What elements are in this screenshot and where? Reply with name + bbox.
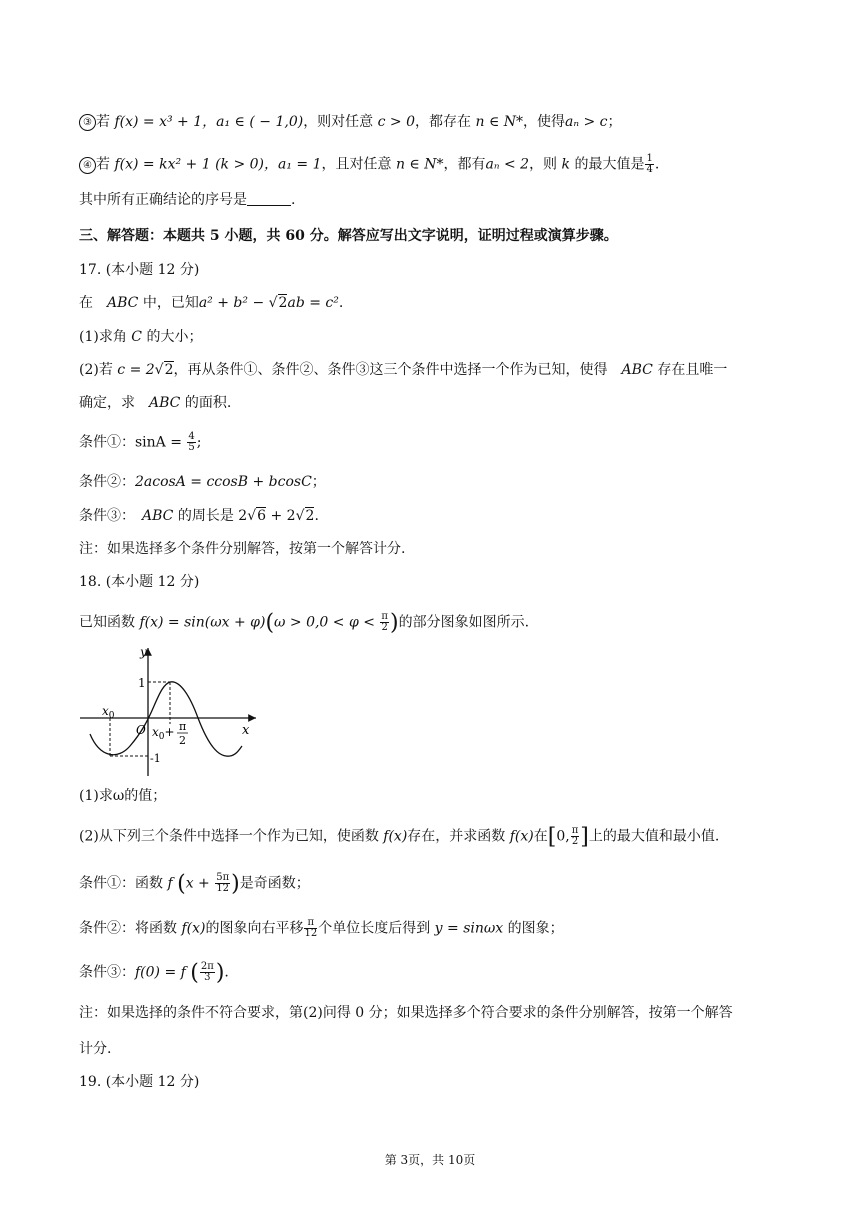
- fraction-2pi-over-3: $\frac{2\pi}{3}$: [200, 961, 214, 983]
- statement-3: ③ 若 f(x) = x³ + 1，a₁ ∈ ( − 1,0)，则对任意 c > 0，都存在 n ∈ N*，使得aₙ > c；: [79, 112, 622, 132]
- q18-stem: 已知函数 f(x) = sin(ωx + φ)(ω > 0,0 < φ < $\frac{\pi}{2}$ )的部分图象如图所示.: [79, 610, 530, 636]
- q18-heading: 18. (本小题 12 分): [79, 574, 200, 590]
- q17-note: 注：如果选择多个条件分别解答，按第一个解答计分.: [79, 541, 406, 557]
- tick-label-1: 1: [138, 676, 146, 690]
- q19-heading: 19. (本小题 12 分): [79, 1074, 200, 1090]
- q17-part1: (1)求角 C 的大小；: [79, 329, 203, 345]
- statement-4: ④ 若 f(x) = kx² + 1 (k > 0)，a₁ = 1，且对任意 n ∈ N*，都有aₙ < 2，则 k 的最大值是 $\frac{1}{4}$ .: [79, 154, 659, 175]
- x0-label: $x_0$: [102, 704, 115, 721]
- q17-part2: (2)若 c = 2√2，再从条件①、条件②、条件③这三个条件中选择一个作为已知，使得 ABC 存在且唯一: [79, 362, 728, 378]
- q18-condition-1: 条件①：函数 f (x + $\frac{5\pi}{12}$ )是奇函数；: [79, 871, 310, 897]
- section-3-heading: 三、解答题：本题共 5 小题，共 60 分。解答应写出文字说明，证明过程或演算步骤。: [79, 228, 618, 244]
- sine-graph: [76, 640, 266, 780]
- fraction-one-quarter: $\frac{1}{4}$: [646, 153, 653, 175]
- fraction-5pi-over-12: $\frac{5\pi}{12}$: [216, 872, 230, 894]
- answer-blank: [247, 191, 291, 206]
- q16-question: 其中所有正确结论的序号是 .: [79, 192, 296, 208]
- page-footer: 第 3页，共 10页: [384, 1153, 476, 1167]
- y-axis-label: y: [140, 645, 147, 659]
- tick-label-neg1: -1: [150, 752, 161, 765]
- q18-part1: (1)求ω的值；: [79, 788, 167, 804]
- fraction-pi-over-12: $\frac{\pi}{12}$: [304, 917, 318, 939]
- q17-part2-cont: 确定，求 ABC 的面积.: [79, 395, 232, 411]
- shift-pi: π: [179, 720, 187, 733]
- x0-shift-label: $x_0+$: [152, 725, 175, 742]
- fraction-pi-over-2-interval: $\frac{\pi}{2}$: [571, 825, 579, 847]
- q17-condition-3: 条件③： ABC 的周长是 2√6 + 2√2.: [79, 508, 319, 524]
- q18-note-line2: 计分.: [79, 1041, 112, 1057]
- q18-condition-3: 条件③：f(0) = f ( $\frac{2\pi}{3}$ ).: [79, 960, 229, 986]
- q17-condition-2: 条件②：2acosA = ccosB + bcosC；: [79, 474, 326, 490]
- fraction-four-fifths: $\frac{4}{5}$: [188, 431, 195, 453]
- fraction-pi-over-2: $\frac{\pi}{2}$: [381, 611, 388, 633]
- shift-two: 2: [179, 734, 186, 747]
- circled-number-3: ③: [79, 114, 96, 131]
- q17-heading: 17. (本小题 12 分): [79, 262, 200, 278]
- q18-part2: (2)从下列三个条件中选择一个作为已知，使函数 f(x)存在，并求函数 f(x)在[0, $\frac{\pi}{2}$ ]上的最大值和最小值.: [79, 824, 720, 850]
- q18-condition-2: 条件②：将函数 f(x)的图象向右平移 $\frac{\pi}{12}$ 个单位长度后得到 y = sinωx 的图象；: [79, 917, 564, 939]
- q17-stem: 在 ABC 中，已知a² + b² − √2ab = c².: [79, 295, 344, 311]
- origin-label: O: [136, 723, 146, 737]
- q18-note-line1: 注：如果选择的条件不符合要求，第(2)问得 0 分；如果选择多个符合要求的条件分别解答，按第一个解答: [79, 1005, 733, 1021]
- circled-number-4: ④: [79, 157, 96, 174]
- x-axis-label: x: [242, 723, 250, 738]
- q17-condition-1: 条件①：sinA = $\frac{4}{5}$ ;: [79, 431, 202, 453]
